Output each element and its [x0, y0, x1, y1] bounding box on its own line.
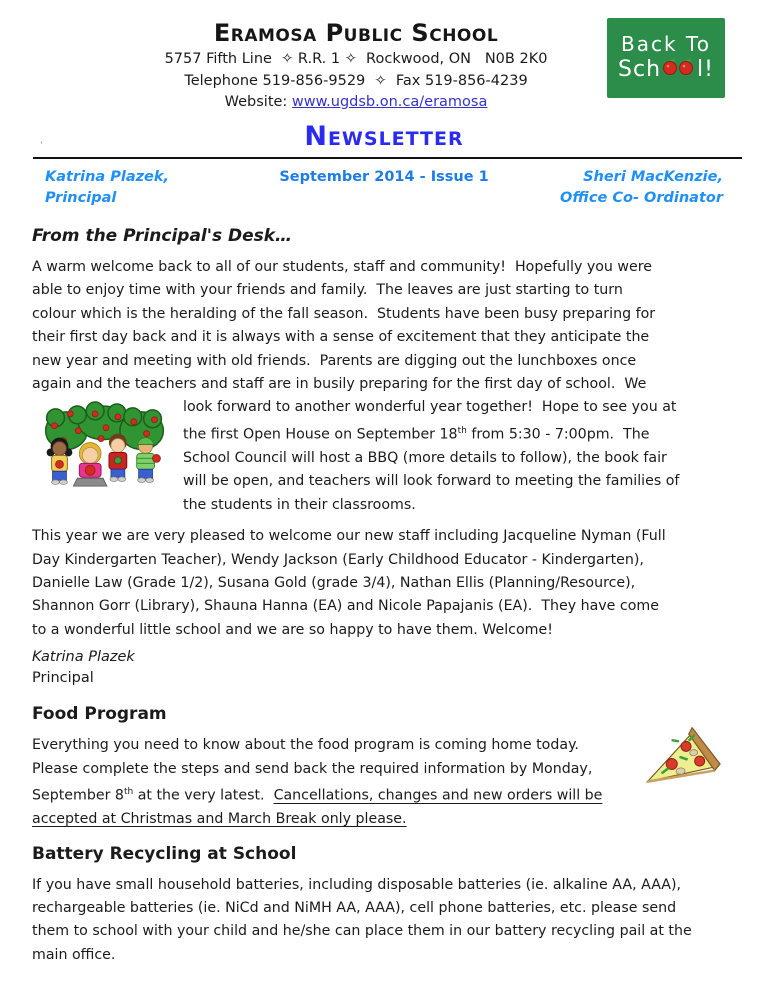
signature-role: Principal: [32, 669, 94, 686]
wrap-line-3: School Council will host a BBQ (more details to follow), the book fair: [183, 449, 667, 466]
principal-role: Principal: [45, 190, 117, 206]
food-program-paragraph: [32, 734, 732, 831]
battery-recycling-paragraph: If you have small household batteries, including disposable batteries (ie. alkaline AA, AAA), rechargeable batteries (ie. NiCd and NiMH AA, AAA), cell phone batteries, etc. please send them to school with your child and he/she can place them in our battery recycling pail at the main office.: [32, 876, 692, 963]
website-row: [0, 92, 712, 112]
stray-mark: ': [40, 140, 43, 151]
food-program-heading: Food Program: [32, 704, 167, 725]
office-name: Sheri MacKenzie,: [583, 169, 723, 185]
wrap-line-2b: from 5:30 - 7:00pm. The: [466, 426, 650, 443]
apple-icons: [662, 57, 696, 81]
open-house-paragraph: [32, 396, 732, 517]
wrap-line-4: will be open, and teachers will look forward to meeting the families of: [183, 473, 680, 490]
badge-line2b: l!: [697, 57, 714, 83]
back-to-school-badge: [607, 18, 725, 98]
newsletter-body: [32, 224, 732, 967]
badge-line1: Back To: [621, 32, 711, 57]
principal-name: Katrina Plazek,: [45, 169, 170, 185]
wrap-line-1: look forward to another wonderful year together! Hope to see you at: [183, 399, 677, 416]
food-line-3-underlined: Cancellations, changes and new orders will be: [273, 787, 603, 804]
school-name: Eramosa Public School: [213, 19, 499, 47]
phone-fax-line: Telephone 519-856-9529 ✧ Fax 519-856-4239: [184, 73, 528, 89]
badge-line2a: Sch: [618, 57, 662, 83]
website-label: Website:: [224, 94, 292, 110]
byline-office: [497, 167, 736, 209]
food-line-4: [32, 808, 732, 831]
signature-name: Katrina Plazek: [32, 649, 135, 666]
pizza-slice-clipart: [639, 726, 723, 786]
byline-principal: [32, 167, 271, 209]
food-line-2: Please complete the steps and send back the required information by Monday,: [32, 760, 593, 777]
byline-row: [32, 167, 736, 209]
website-link[interactable]: www.ugdsb.on.ca/eramosa: [291, 94, 488, 110]
header: [0, 0, 712, 112]
wrap-line-2a: the first Open House on September 18: [183, 426, 458, 443]
superscript-th: th: [457, 425, 467, 436]
newsletter-title: Newsletter: [304, 121, 464, 152]
food-line-3a: September 8: [32, 787, 124, 804]
food-line-3: [32, 781, 732, 808]
battery-recycling-heading: Battery Recycling at School: [32, 843, 297, 864]
masthead-divider: [33, 157, 742, 159]
food-line-1: Everything you need to know about the food program is coming home today.: [32, 737, 579, 754]
children-under-apple-trees-clipart: [43, 401, 169, 496]
superscript-th: th: [123, 787, 134, 798]
principals-desk-paragraph-1: A warm welcome back to all of our students, staff and community! Hopefully you were able to enjoy time with your friends and family. The leaves are just starting to turn colour which is the heralding of the fall season. Students have been busy preparing for their first day back and it is always with a sense of excitement that they anticipate the new year and meeting with old friends. Parents are digging out the lunchboxes once again and the teachers and staff are in busily preparing for the first day of school. We: [32, 259, 656, 393]
office-role: Office Co- Ordinator: [560, 190, 723, 206]
principals-desk-heading: From the Principal's Desk…: [32, 226, 293, 246]
address-line: 5757 Fifth Line ✧ R.R. 1 ✧ Rockwood, ON N0B 2K0: [164, 51, 548, 67]
wrap-line-5: the students in their classrooms.: [183, 496, 416, 513]
food-line-3b: at the very latest.: [133, 787, 274, 804]
new-staff-paragraph: This year we are very pleased to welcome our new staff including Jacqueline Nyman (Full Day Kindergarten Teacher), Wendy Jackson (Early Childhood Educator - Kindergarten), Danielle Law (Grade 1/2), Susana Gold (grade 3/4), Nathan Ellis (Planning/Resource), Shannon Gorr (Library), Shauna Hanna (EA) and Nicole Papajanis (EA). They have come to a wonderful little school and we are so happy to have them. Welcome!: [32, 528, 666, 638]
food-line-4-underlined: accepted at Christmas and March Break only please.: [32, 811, 407, 828]
badge-line2: [618, 57, 714, 82]
issue-label: September 2014 - Issue 1: [279, 169, 489, 185]
